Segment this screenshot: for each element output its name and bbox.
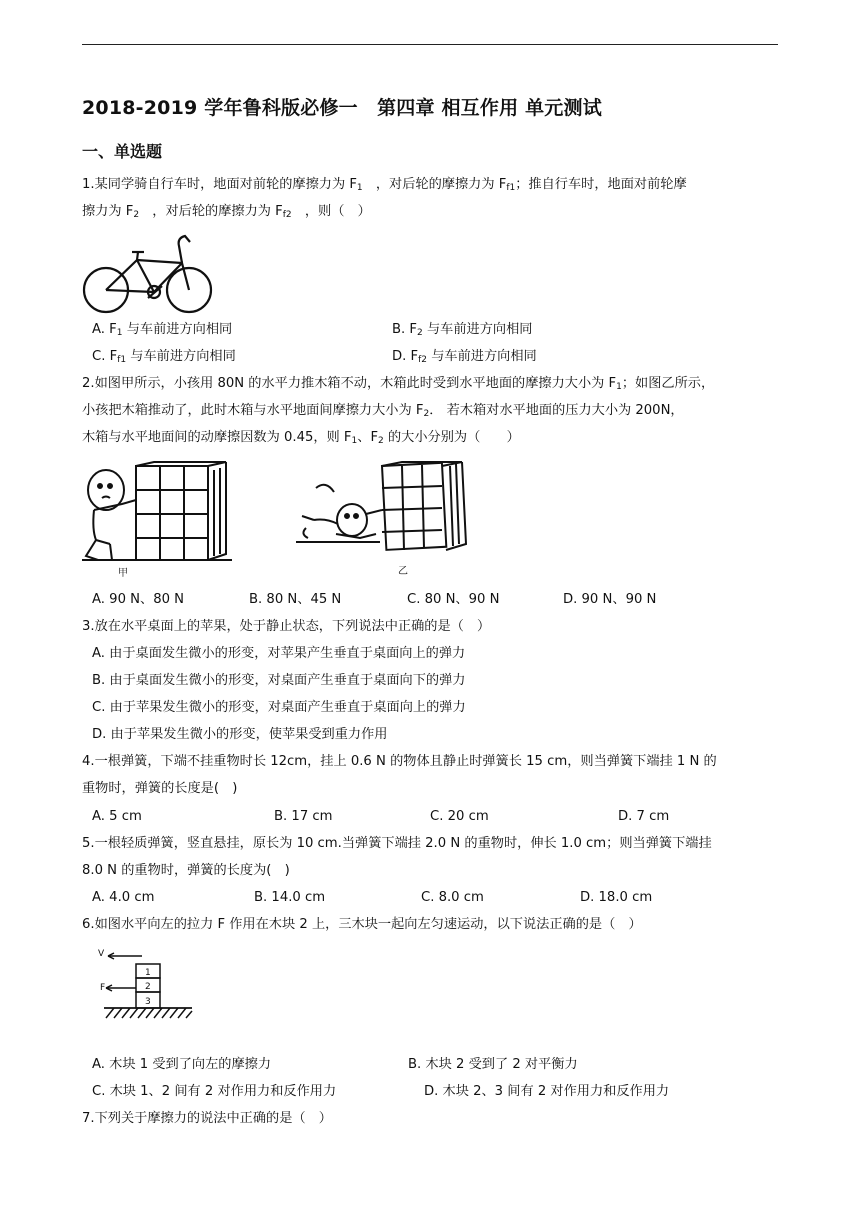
question-5-option-a[interactable]: A. 4.0 cm <box>92 890 155 905</box>
question-6-option-d[interactable]: D. 木块 2、3 间有 2 对作用力和反作用力 <box>424 1084 670 1099</box>
block-1-label: 1 <box>145 968 151 978</box>
page-title: 2018-2019 学年鲁科版必修一 第四章 相互作用 单元测试 <box>82 97 602 119</box>
question-2-option-c[interactable]: C. 80 N、90 N <box>407 592 500 607</box>
figure-yi-child-pushed-box <box>296 458 486 580</box>
question-5-option-c[interactable]: C. 8.0 cm <box>421 890 484 905</box>
question-1-option-c[interactable]: C. $F_{f1}$ 与车前进方向相同 <box>92 349 236 365</box>
question-3-line-1: 3.放在水平桌面上的苹果，处于静止状态，下列说法中正确的是（ ） <box>82 619 491 634</box>
question-2-line-2: 小孩把木箱推动了，此时木箱与水平地面间摩擦力大小为 $F_2$． 若木箱对水平地面的压力大小为 200N， <box>82 403 684 419</box>
question-5-line-1: 5.一根轻质弹簧，竖直悬挂，原长为 10 cm.当弹簧下端挂 2.0 N 的重物时，伸长 1.0 cm；则当弹簧下端挂 <box>82 836 712 851</box>
question-3-option-c[interactable]: C. 由于苹果发生微小的形变，对桌面产生垂直于桌面向上的弹力 <box>92 700 466 715</box>
question-1-option-d[interactable]: D. $F_{f2}$ 与车前进方向相同 <box>392 349 537 365</box>
bicycle-figure <box>82 228 216 316</box>
question-4-line-1: 4.一根弹簧，下端不挂重物时长 12cm，挂上 0.6 N 的物体且静止时弹簧长 15 cm，则当弹簧下端挂 1 N 的 <box>82 754 717 769</box>
question-6-option-b[interactable]: B. 木块 2 受到了 2 对平衡力 <box>408 1057 578 1072</box>
question-1-option-b[interactable]: B. $F_2$ 与车前进方向相同 <box>392 322 533 338</box>
question-2-option-b[interactable]: B. 80 N、45 N <box>249 592 342 607</box>
question-1-option-a[interactable]: A. $F_1$ 与车前进方向相同 <box>92 322 233 338</box>
question-3-option-a[interactable]: A. 由于桌面发生微小的形变，对苹果产生垂直于桌面向上的弹力 <box>92 646 466 661</box>
velocity-label: V <box>98 949 105 959</box>
question-5-option-d[interactable]: D. 18.0 cm <box>580 890 653 905</box>
question-7-line-1: 7.下列关于摩擦力的说法中正确的是（ ） <box>82 1111 332 1126</box>
block-3-label: 3 <box>145 997 151 1007</box>
block-2-label: 2 <box>145 982 151 992</box>
figure-label-jia: 甲 <box>118 568 128 579</box>
question-4-option-b[interactable]: B. 17 cm <box>274 809 333 824</box>
figure-label-yi: 乙 <box>398 566 408 577</box>
question-1-line-1: 1.某同学骑自行车时，地面对前轮的摩擦力为 $F_1$ ，对后轮的摩擦力为 $F_{f1}$；推自行车时，地面对前轮摩 <box>82 177 687 193</box>
header-rule <box>82 44 778 45</box>
question-2-option-d[interactable]: D. 90 N、90 N <box>563 592 657 607</box>
question-6-line-1: 6.如图水平向左的拉力 F 作用在木块 2 上，三木块一起向左匀速运动，以下说法正确的是（ ） <box>82 917 642 932</box>
question-4-option-a[interactable]: A. 5 cm <box>92 809 142 824</box>
question-2-line-3: 木箱与水平地面间的动摩擦因数为 0.45，则 $F_1$、$F_2$ 的大小分别为（ ） <box>82 430 520 446</box>
question-4-option-c[interactable]: C. 20 cm <box>430 809 489 824</box>
question-4-option-d[interactable]: D. 7 cm <box>618 809 670 824</box>
question-3-option-b[interactable]: B. 由于桌面发生微小的形变，对桌面产生垂直于桌面向下的弹力 <box>92 673 466 688</box>
question-1-line-2: 擦力为 $F_2$ ，对后轮的摩擦力为 $F_{f2}$ ，则（ ） <box>82 204 371 220</box>
force-label: F <box>100 983 106 993</box>
question-6-option-a[interactable]: A. 木块 1 受到了向左的摩擦力 <box>92 1057 272 1072</box>
question-3-option-d[interactable]: D. 由于苹果发生微小的形变，使苹果受到重力作用 <box>92 727 388 742</box>
figure-jia-child-pushing-box <box>82 460 232 580</box>
question-6-option-c[interactable]: C. 木块 1、2 间有 2 对作用力和反作用力 <box>92 1084 337 1099</box>
question-5-option-b[interactable]: B. 14.0 cm <box>254 890 326 905</box>
question-4-line-2: 重物时，弹簧的长度是( ) <box>82 781 238 796</box>
three-blocks-figure <box>96 944 196 1038</box>
question-2-option-a[interactable]: A. 90 N、80 N <box>92 592 185 607</box>
question-5-line-2: 8.0 N 的重物时，弹簧的长度为( ) <box>82 863 290 878</box>
question-2-line-1: 2.如图甲所示，小孩用 80N 的水平力推木箱不动，木箱此时受到水平地面的摩擦力大小为 $F_1$；如图乙所示， <box>82 376 715 392</box>
section-heading: 一、单选题 <box>82 142 163 161</box>
